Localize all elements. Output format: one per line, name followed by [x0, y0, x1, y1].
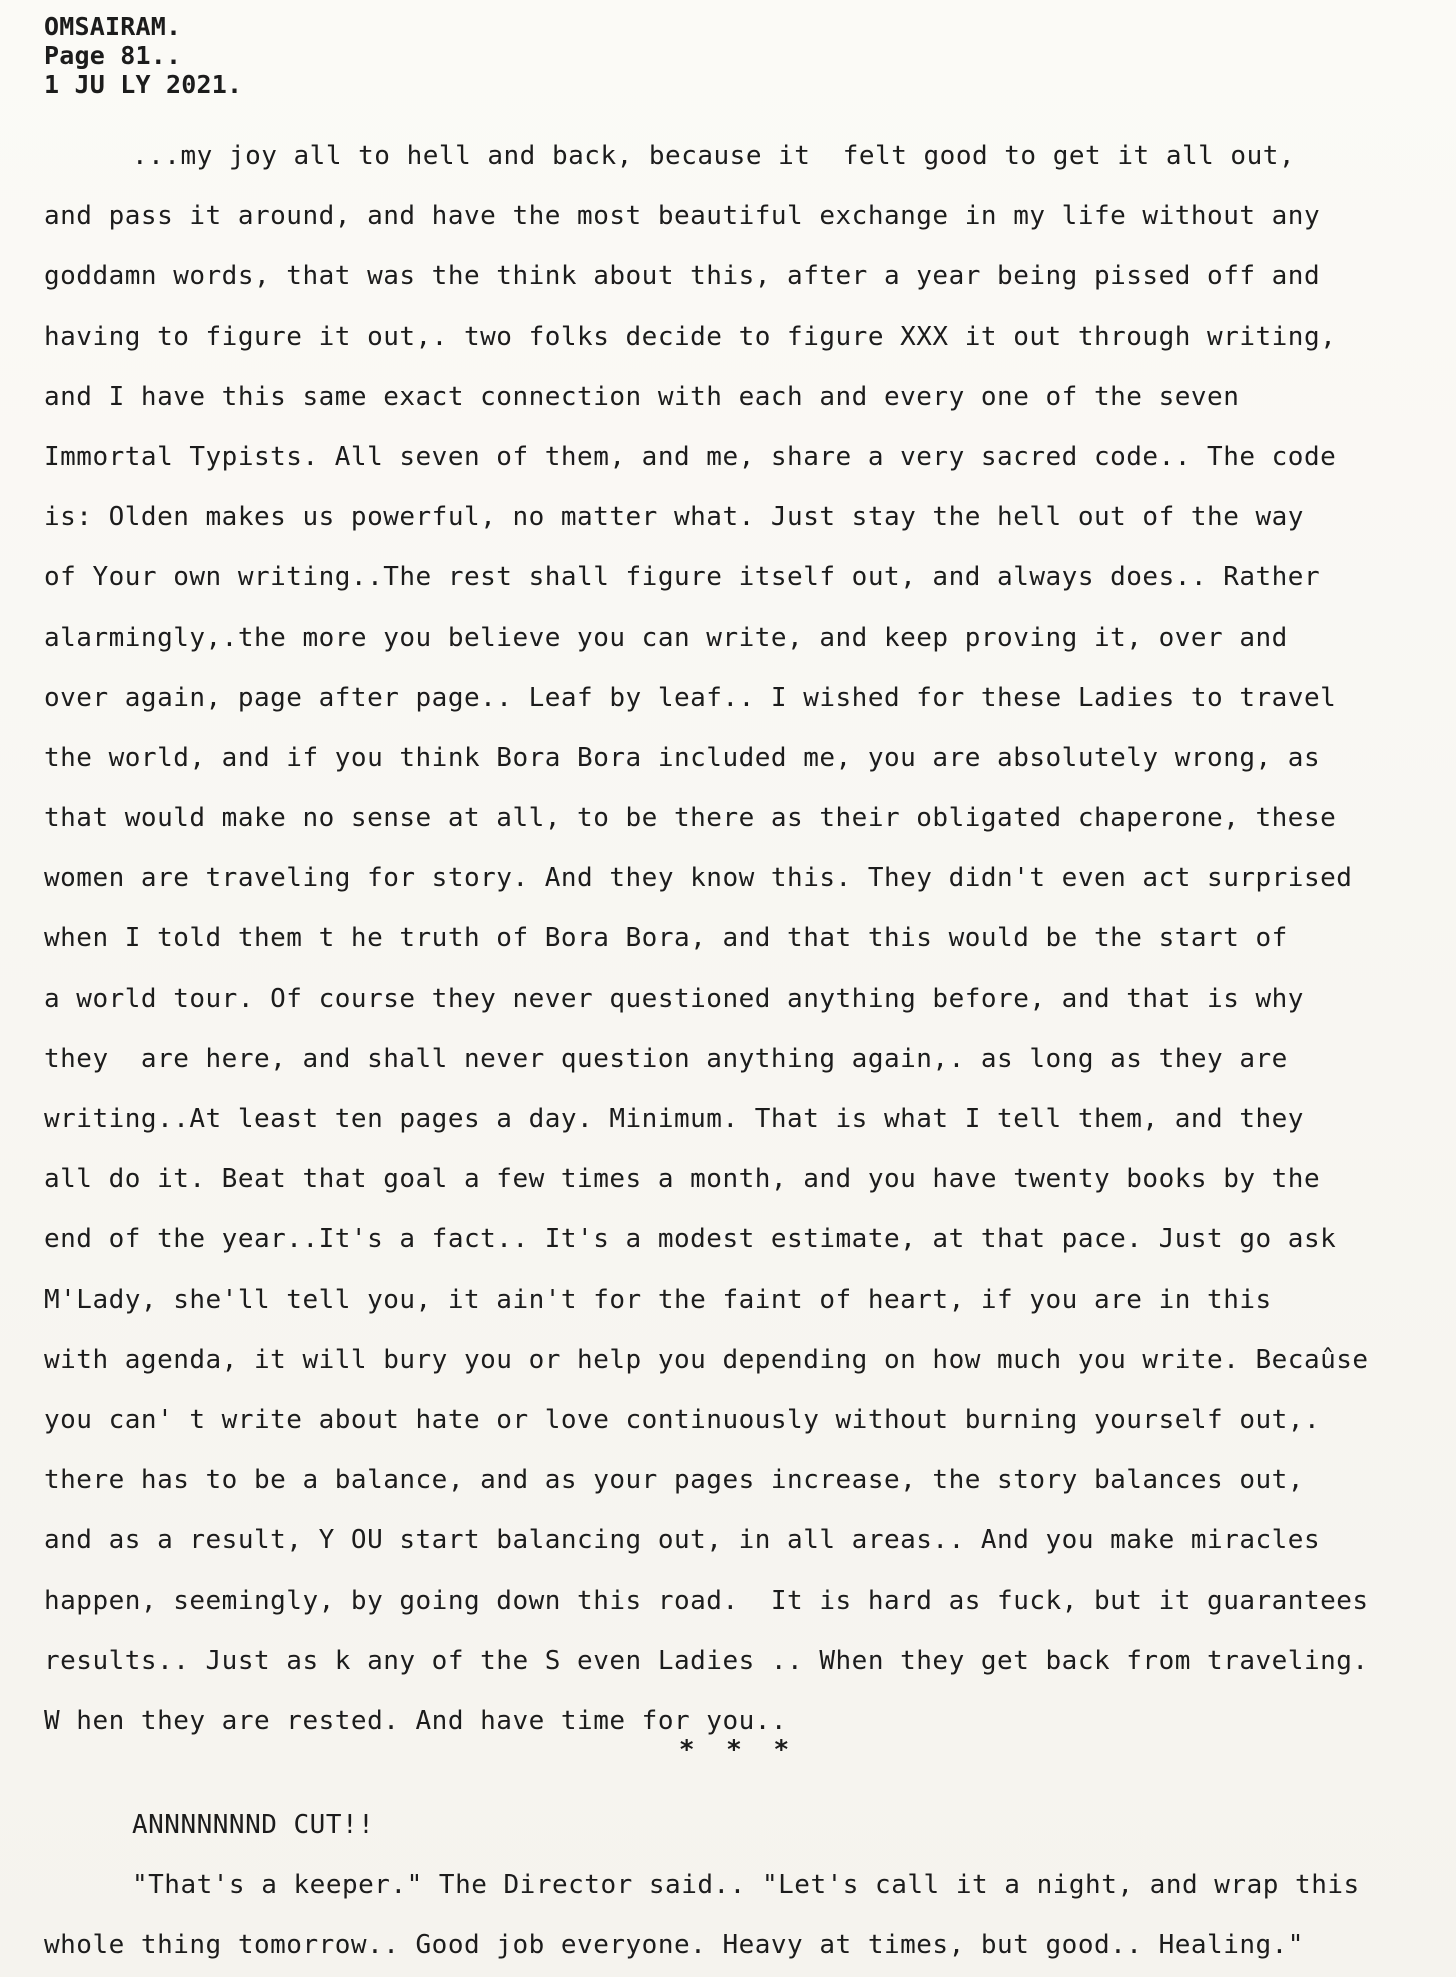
cut-line: ANNNNNNND CUT!! — [132, 1810, 375, 1840]
text-line: there has to be a balance, and as your pages increase, the story balances out, — [44, 1465, 1304, 1496]
text-line: and as a result, Y OU start balancing out, in all areas.. And you make miracles — [44, 1525, 1321, 1556]
text-line: ...my joy all to hell and back, because it felt good to get it all out, — [132, 141, 1296, 171]
text-line: goddamn words, that was the think about this, after a year being pissed off and — [44, 261, 1321, 292]
text-line: of Your own writing..The rest shall figure itself out, and always does.. Rather — [44, 562, 1321, 593]
header-date: 1 JU LY 2021. — [44, 70, 243, 99]
text-line: having to figure it out,. two folks decide to figure XXX it out through writing, — [44, 321, 1337, 352]
header-title: OMSAIRAM. — [44, 12, 182, 41]
text-line: over again, page after page.. Leaf by leaf.. I wished for these Ladies to travel — [44, 682, 1337, 713]
text-line: end of the year..It's a fact.. It's a modest estimate, at that pace. Just go ask — [44, 1224, 1337, 1255]
dialogue-line: "That's a keeper." The Director said.. "Let's call it a night, and wrap this — [132, 1870, 1360, 1900]
text-line: W hen they are rested. And have time for you.. — [44, 1705, 788, 1736]
text-line: the world, and if you think Bora Bora included me, you are absolutely wrong, as — [44, 742, 1321, 773]
section-separator: * * * — [678, 1735, 798, 1765]
text-line: is: Olden makes us powerful, no matter what. Just stay the hell out of the way — [44, 502, 1304, 533]
text-line: that would make no sense at all, to be there as their obligated chaperone, these — [44, 803, 1337, 834]
text-line: writing..At least ten pages a day. Minimum. That is what I tell them, and they — [44, 1104, 1304, 1134]
header-page-number: Page 81.. — [44, 41, 182, 70]
text-line: results.. Just as k any of the S even Ladies .. When they get back from traveling. — [44, 1645, 1369, 1676]
text-line: you can' t write about hate or love continuously without burning yourself out,. — [44, 1404, 1321, 1435]
text-line: they are here, and shall never question anything again,. as long as they are — [44, 1043, 1288, 1074]
text-line: Immortal Typists. All seven of them, and me, share a very sacred code.. The code — [44, 441, 1337, 472]
dialogue-line: whole thing tomorrow.. Good job everyone. Heavy at times, but good.. Healing." — [44, 1930, 1304, 1960]
body-text — [44, 126, 1444, 1751]
page-header — [44, 12, 242, 99]
text-line: and I have this same exact connection with each and every one of the seven — [44, 381, 1240, 412]
text-line: women are traveling for story. And they know this. They didn't even act surprised — [44, 863, 1353, 894]
text-line: with agenda, it will bury you or help you depending on how much you write. Becaûse — [44, 1344, 1369, 1375]
text-line: when I told them t he truth of Bora Bora, and that this would be the start of — [44, 923, 1288, 954]
text-line: a world tour. Of course they never questioned anything before, and that is why — [44, 983, 1304, 1014]
text-line: and pass it around, and have the most beautiful exchange in my life without any — [44, 201, 1321, 232]
text-line: M'Lady, she'll tell you, it ain't for the faint of heart, if you are in this — [44, 1284, 1272, 1315]
closing-text — [44, 1795, 1444, 1975]
text-line: alarmingly,.the more you believe you can write, and keep proving it, over and — [44, 622, 1288, 653]
text-line: all do it. Beat that goal a few times a month, and you have twenty books by the — [44, 1164, 1321, 1195]
text-line: happen, seemingly, by going down this road. It is hard as fuck, but it guarantees — [44, 1585, 1369, 1616]
